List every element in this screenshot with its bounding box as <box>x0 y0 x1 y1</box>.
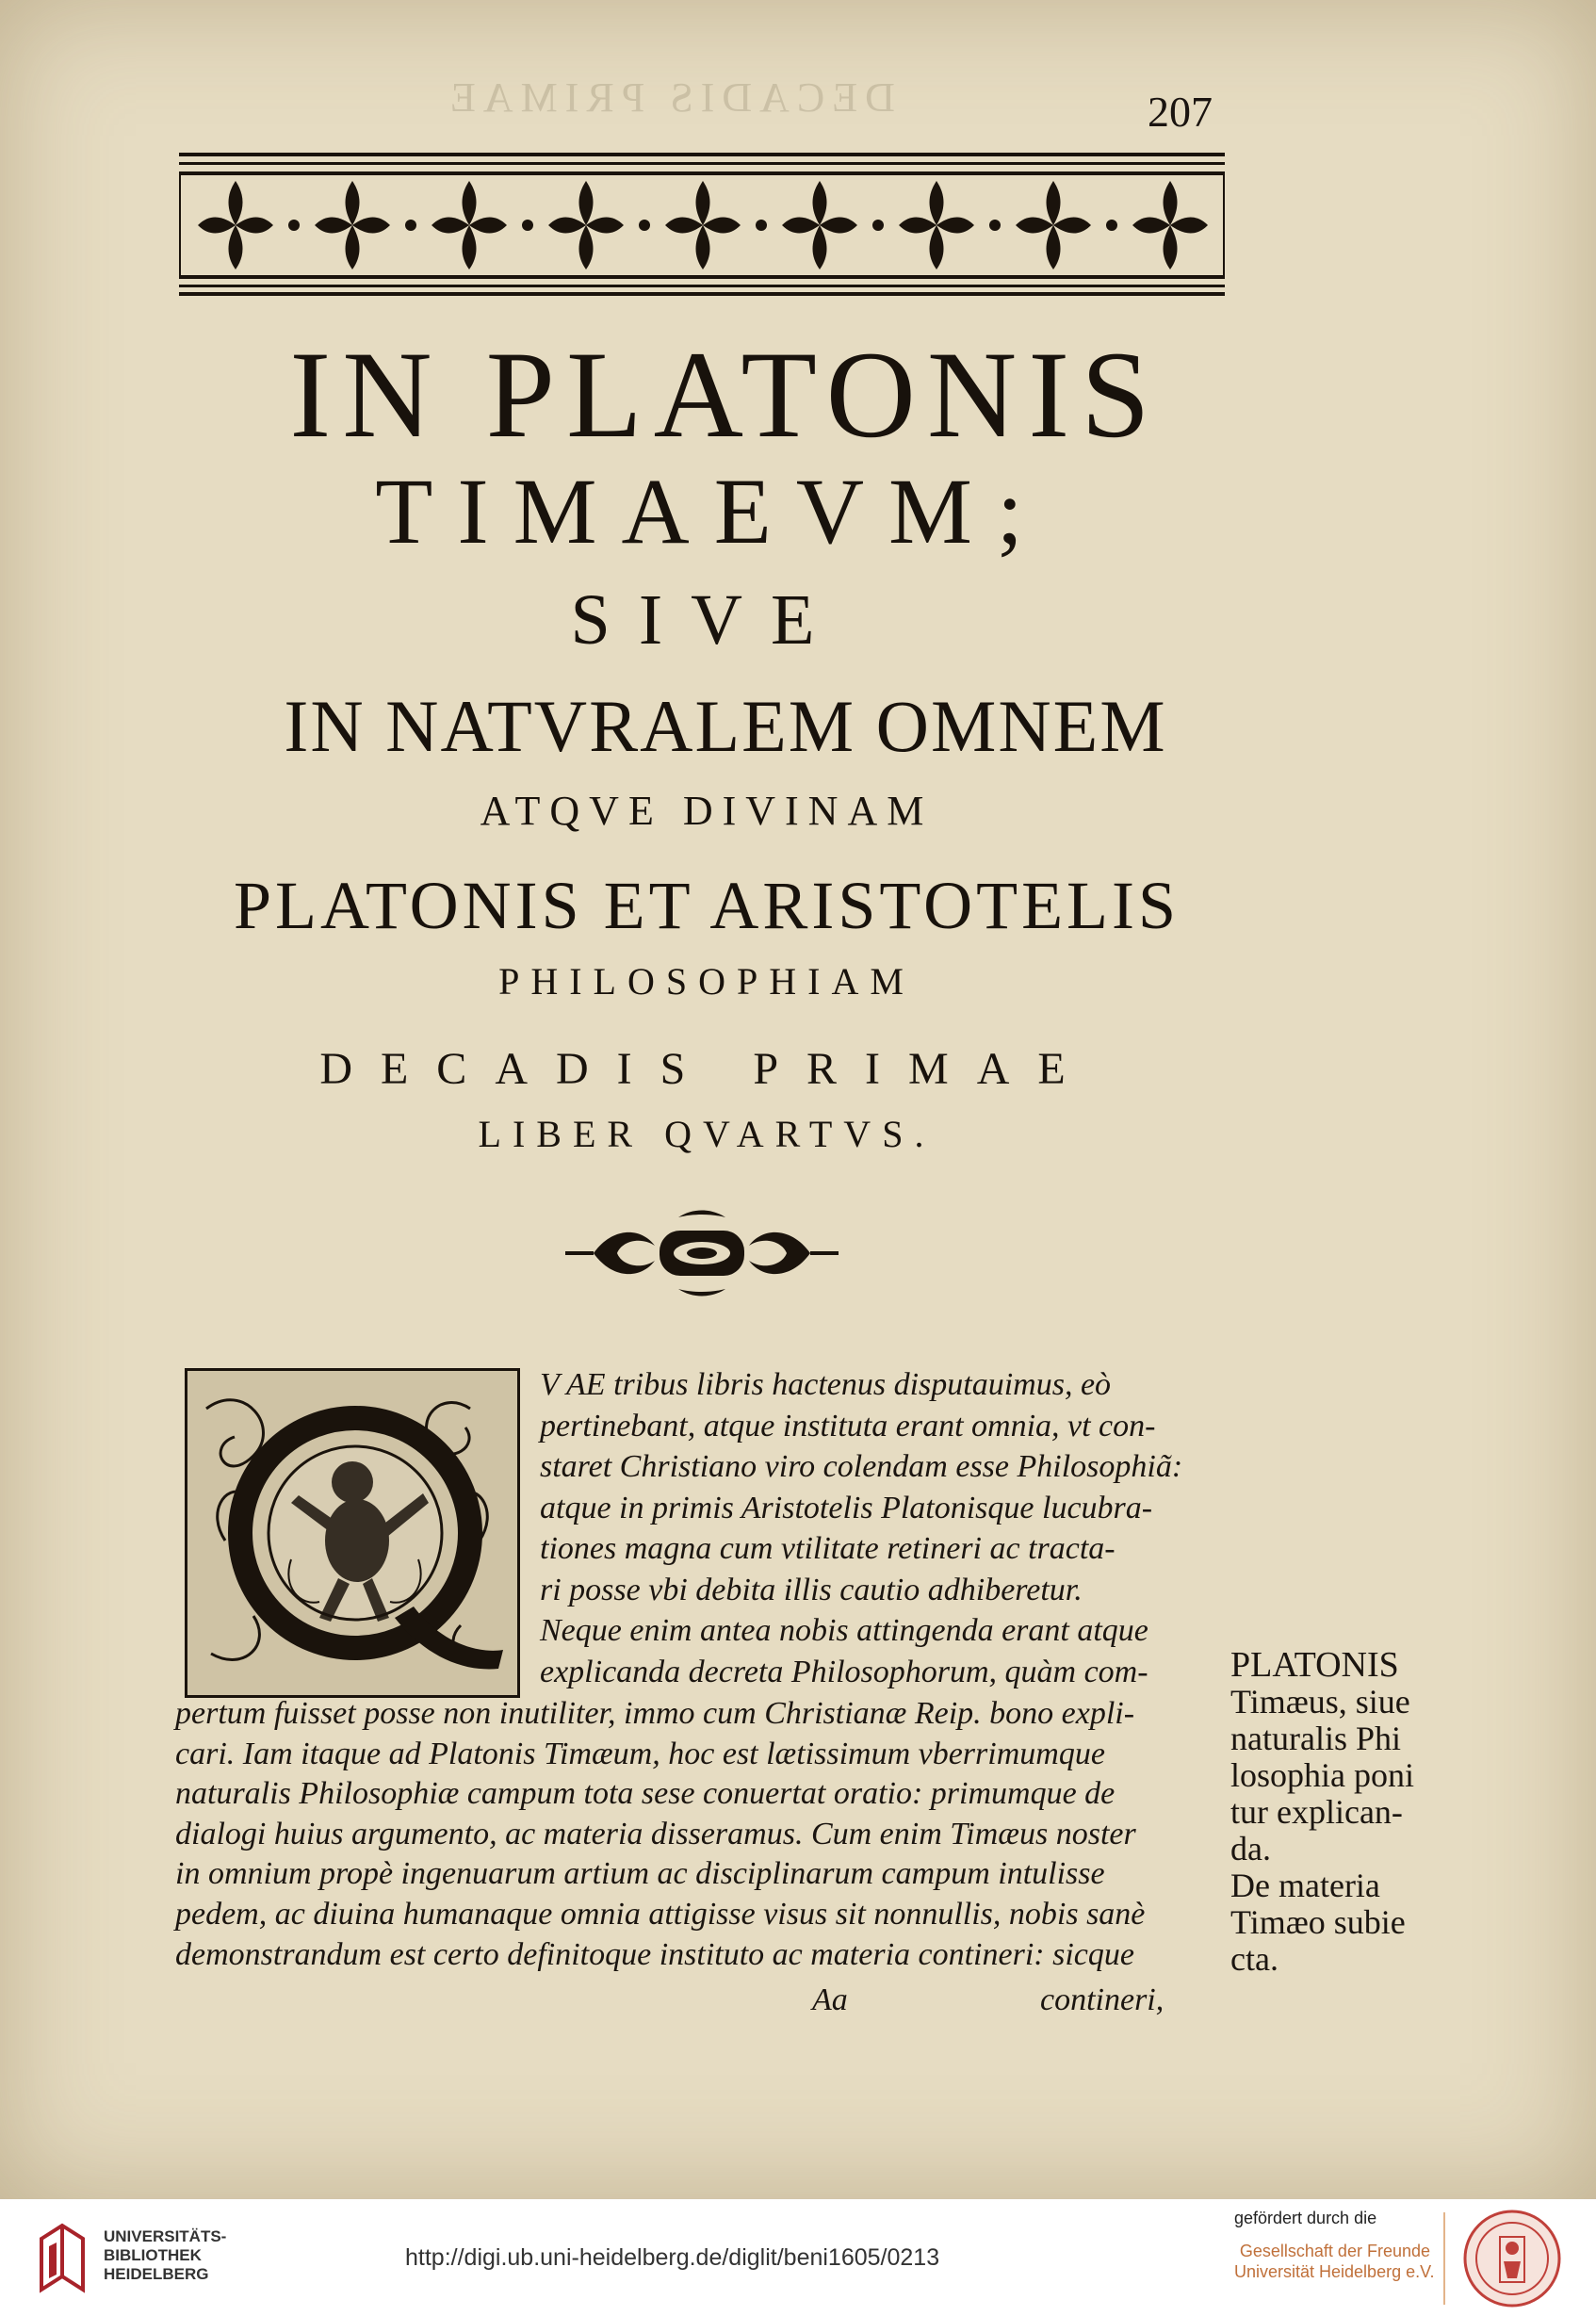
library-name-line: HEIDELBERG <box>104 2265 209 2283</box>
show-through-running-head: DECADIS PRIMAE <box>443 74 895 121</box>
title-line-8: DECADIS PRIMAE <box>319 1044 1094 1094</box>
ornamental-header-band <box>179 153 1225 296</box>
text-line: demonstrandum est certo definitoque instituto ac materia contineri: sicque <box>175 1936 1134 1972</box>
marginal-note-line: losophia poni <box>1230 1756 1414 1794</box>
ornament-motif <box>198 181 300 269</box>
footer-divider <box>1443 2212 1445 2305</box>
initial-woodcut <box>187 1371 517 1695</box>
text-line: dialogi huius argumento, ac materia disseramus. Cum enim Timæus noster <box>175 1816 1136 1851</box>
society-name[interactable] <box>1234 2241 1435 2282</box>
marginal-note-line: cta. <box>1230 1940 1278 1978</box>
marginal-note-line: tur explican- <box>1230 1793 1403 1831</box>
university-seal-icon[interactable] <box>1462 2209 1562 2308</box>
ornament-motif <box>432 181 533 269</box>
text-line: pedem, ac diuina humanaque omnia attigisse visus sit nonnullis, nobis sanè <box>175 1896 1146 1932</box>
marginal-note-line: De materia <box>1230 1867 1380 1904</box>
text-line: V AE tribus libris hactenus disputauimus, eò <box>540 1367 1112 1402</box>
text-line: pertum fuisset posse non inutiliter, immo cum Christianæ Reip. bono expli- <box>175 1696 1135 1731</box>
library-name[interactable] <box>104 2227 226 2284</box>
university-library-logo-icon[interactable] <box>34 2220 92 2295</box>
ornament-motif <box>782 181 884 269</box>
marginal-note-line: Timæo subie <box>1230 1903 1406 1941</box>
ornament-motif <box>665 181 767 269</box>
text-line: pertinebant, atque instituta erant omnia, vt con- <box>540 1408 1156 1443</box>
society-name-line: Universität Heidelberg e.V. <box>1234 2262 1435 2281</box>
body-paragraph-2 <box>175 1694 1145 1975</box>
marginal-note-line: da. <box>1230 1830 1271 1867</box>
ornament-motif <box>1132 181 1225 269</box>
body-paragraph-1 <box>540 1364 1182 1692</box>
title-line-2: TIMAEVM; <box>375 459 1048 563</box>
marginal-note <box>1230 1647 1414 1978</box>
text-line: Neque enim antea nobis attingenda erant atque <box>540 1613 1148 1648</box>
text-line: explicanda decreta Philosophorum, quàm com- <box>540 1654 1148 1689</box>
text-line: cari. Iam itaque ad Platonis Timæum, hoc est lætissimum vberrimumque <box>175 1736 1105 1771</box>
title-line-3: SIVE <box>570 580 843 660</box>
title-line-9: LIBER QVARTVS. <box>478 1113 936 1155</box>
library-name-line: BIBLIOTHEK <box>104 2246 202 2264</box>
page-number: 207 <box>1148 88 1213 136</box>
footer-bar <box>0 2199 1596 2316</box>
text-line: tiones magna cum vtilitate retineri ac tracta- <box>540 1531 1116 1566</box>
catchword: contineri, <box>1040 1982 1164 2017</box>
marginal-note-line: naturalis Phi <box>1230 1720 1401 1757</box>
permalink-url[interactable]: http://digi.ub.uni-heidelberg.de/diglit/beni1605/0213 <box>405 2244 940 2271</box>
ornament-motif <box>899 181 1001 269</box>
text-line: ri posse vbi debita illis cautio adhiberetur. <box>540 1572 1083 1607</box>
title-line-4: IN NATVRALEM OMNEM <box>284 685 1167 767</box>
title-line-1: IN PLATONIS <box>289 325 1162 464</box>
library-name-line: UNIVERSITÄTS- <box>104 2227 227 2245</box>
fleuron-ornament <box>565 1208 839 1298</box>
ornament-motif <box>315 181 416 269</box>
text-line: in omnium propè ingenuarum artium ac disciplinarum campum intulisse <box>175 1856 1105 1892</box>
society-name-line: Gesellschaft der Freunde <box>1239 2242 1430 2260</box>
text-line: atque in primis Aristotelis Platonisque lucubra- <box>540 1490 1153 1525</box>
ornament-motif <box>548 181 650 269</box>
marginal-note-heading: PLATONIS <box>1230 1645 1399 1685</box>
title-line-7: PHILOSOPHIAM <box>498 960 915 1003</box>
ornament-motif <box>1016 181 1117 269</box>
title-line-5: ATQVE DIVINAM <box>480 788 934 834</box>
signature-mark: Aa <box>812 1982 848 2017</box>
title-line-6: PLATONIS ET ARISTOTELIS <box>233 868 1181 943</box>
marginal-note-line: Timæus, siue <box>1230 1683 1410 1721</box>
decorated-initial-q <box>185 1368 520 1698</box>
text-line: staret Christiano viro colendam esse Philosophiã: <box>540 1449 1183 1484</box>
text-line: naturalis Philosophiæ campum tota sese conuertat oratio: primumque de <box>175 1776 1116 1812</box>
funded-by-label: gefördert durch die <box>1234 2209 1377 2227</box>
